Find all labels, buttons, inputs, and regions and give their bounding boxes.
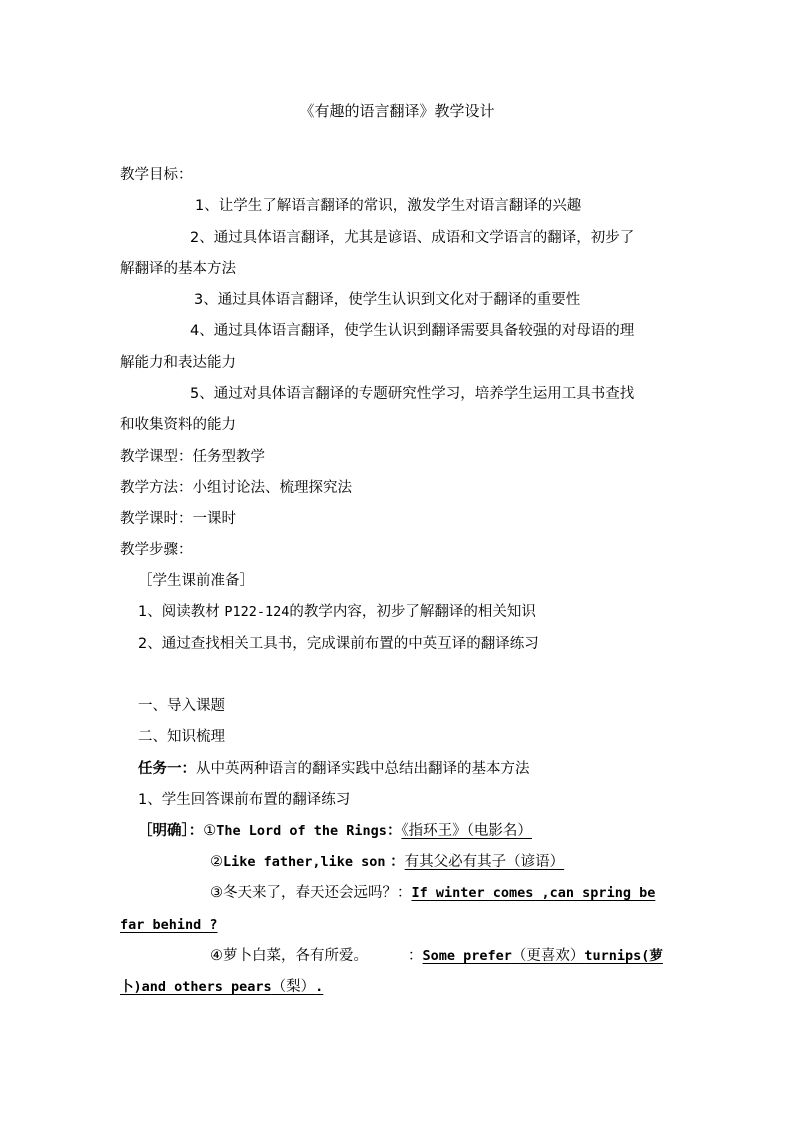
answer-4-colon: ： — [408, 948, 423, 964]
answer-3-line-1 — [210, 883, 655, 903]
prep-heading: ［学生课前准备］ — [138, 573, 254, 589]
answer-3-chinese: ③冬天来了，春天还会远吗？： — [210, 885, 412, 901]
answer-1-number: ① — [203, 823, 217, 839]
prep-item-1 — [138, 602, 536, 622]
section-1: 一、导入课题 — [138, 698, 225, 714]
objective-5-line-2: 和收集资料的能力 — [120, 417, 236, 433]
objectives-heading: 教学目标： — [120, 167, 193, 183]
answer-4-line-1 — [210, 946, 368, 966]
answer-2-english: Like father,like son — [223, 854, 386, 870]
answer-4-english-b: turnips(萝 — [584, 948, 663, 964]
answer-1-colon: ： — [386, 823, 402, 839]
task-1-text: 从中英两种语言的翻译实践中总结出翻译的基本方法 — [196, 761, 530, 777]
answer-3-english-line-1: If winter comes ,can spring be — [411, 885, 656, 901]
answers-label: ［明确］： — [138, 823, 204, 839]
answer-4-gloss-pear: （梨） — [271, 979, 316, 995]
answer-4-english-c: 卜)and others pears — [120, 979, 272, 995]
steps-heading: 教学步骤： — [120, 542, 193, 558]
prep-item-1-start: 1、阅读教材 — [138, 604, 220, 620]
prep-item-1-end: 的教学内容，初步了解翻译的相关知识 — [289, 604, 536, 620]
answer-1-chinese: 《指环王》（电影名） — [401, 823, 532, 839]
answer-2 — [210, 852, 564, 872]
objective-2-line-1: 2、通过具体语言翻译，尤其是谚语、成语和文学语言的翻译，初步了 — [190, 230, 635, 246]
prep-item-2: 2、通过查找相关工具书，完成课前布置的中英互译的翻译练习 — [138, 636, 539, 652]
answer-4-chinese: ④萝卜白菜，各有所爱。 — [210, 948, 368, 964]
answer-4-translation-line-2 — [120, 977, 323, 997]
answer-4-translation-line-1 — [408, 946, 663, 966]
answer-4-english-a: Some prefer — [422, 948, 512, 964]
objective-5-line-1: 5、通过对具体语言翻译的专题研究性学习，培养学生运用工具书查找 — [190, 386, 635, 402]
objective-2-line-2: 解翻译的基本方法 — [120, 261, 236, 277]
objective-4-line-1: 4、通过具体语言翻译，使学生认识到翻译需要具备较强的对母语的理 — [190, 323, 635, 339]
objective-3: 3、通过具体语言翻译，使学生认识到文化对于翻译的重要性 — [194, 292, 581, 308]
task-1-item-1: 1、学生回答课前布置的翻译练习 — [138, 792, 351, 808]
answer-1-english: The Lord of the Rings — [216, 823, 387, 839]
answer-4-gloss-prefer: （更喜欢） — [511, 948, 585, 964]
answer-3-english-line-2: far behind ? — [120, 917, 218, 933]
task-1-label: 任务一： — [138, 761, 196, 777]
answer-1 — [138, 821, 532, 841]
answer-2-colon: ： — [390, 854, 405, 870]
task-1 — [138, 759, 530, 779]
teaching-method: 教学方法：小组讨论法、梳理探究法 — [120, 480, 352, 496]
answer-2-number: ② — [210, 854, 223, 870]
page-title: 《有趣的语言翻译》教学设计 — [299, 102, 495, 120]
objective-1: 1、让学生了解语言翻译的常识，激发学生对语言翻译的兴趣 — [195, 198, 582, 214]
objective-4-line-2: 解能力和表达能力 — [120, 355, 236, 371]
prep-item-1-pages: P122-124 — [224, 604, 290, 620]
teaching-hours: 教学课时：一课时 — [120, 511, 236, 527]
answer-4-period: . — [315, 979, 324, 995]
section-2: 二、知识梳理 — [138, 729, 225, 745]
answer-2-chinese: 有其父必有其子（谚语） — [404, 854, 565, 870]
course-type: 教学课型：任务型教学 — [120, 449, 265, 465]
